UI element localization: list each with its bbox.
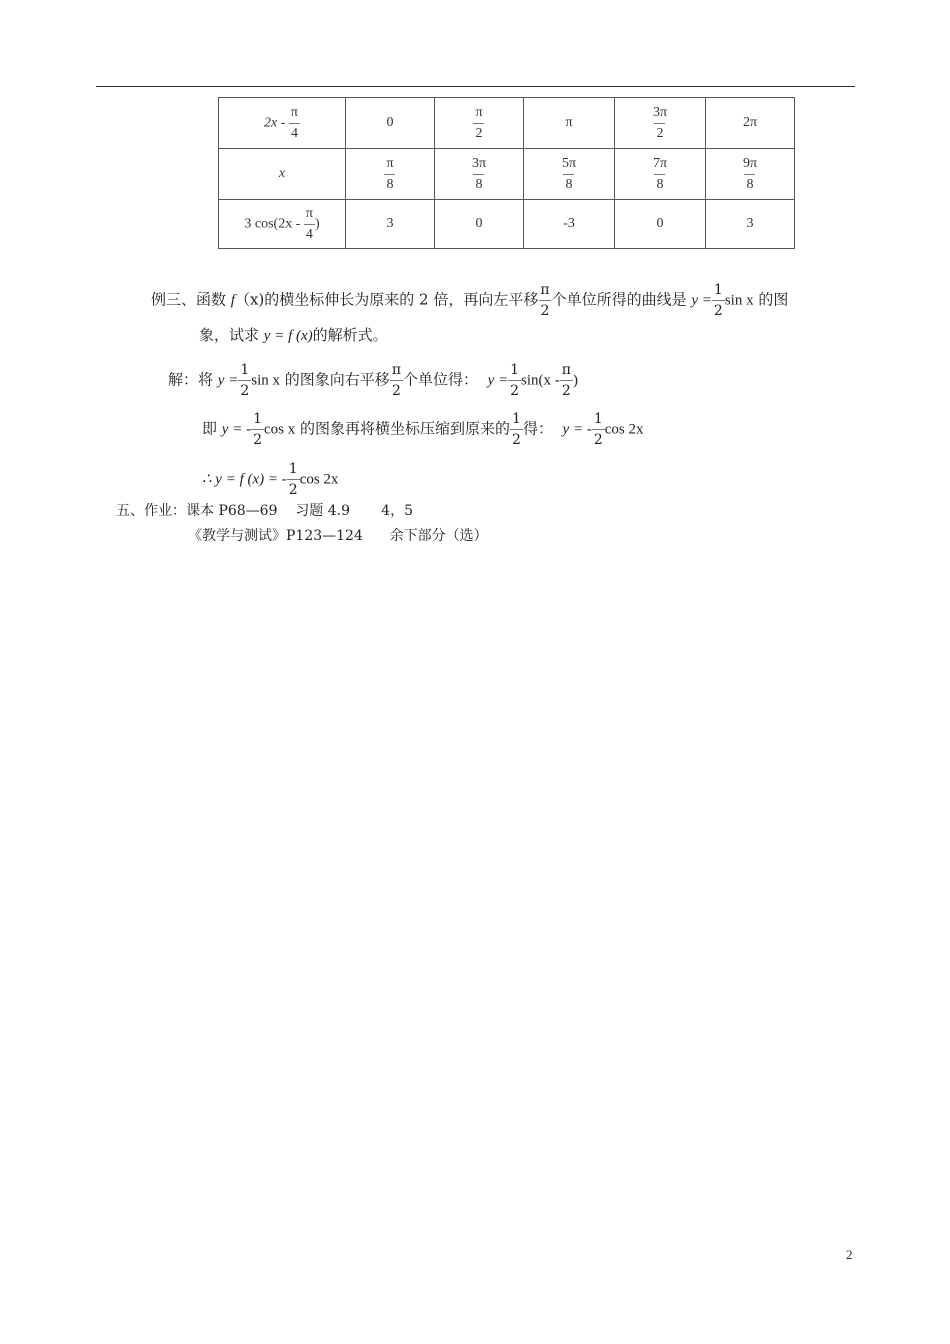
table-row xyxy=(219,98,795,149)
table-cell: $\frac{\pi}{8}$ xyxy=(346,149,435,200)
fraction: $\frac{1}{2}$ xyxy=(593,411,603,448)
row-header: x xyxy=(219,149,346,200)
solution-line-3: ∴ y = f (x) = - $\frac{1}{2}$ cos 2x xyxy=(202,461,339,498)
fraction: $\frac{\pi}{4}$ xyxy=(290,104,298,141)
table-cell: $\frac{5\pi}{8}$ xyxy=(524,149,615,200)
example-3-line-2: 象，试求 y = f (x)的解析式。 xyxy=(199,326,388,344)
fraction: $\frac{1}{2}$ xyxy=(253,411,262,448)
example-3-line-1: 例三、函数 f（x)的横坐标伸长为原来的 2 倍，再向左平移 $\frac{\pi}{2}$ 个单位所得的曲线是 y = $\frac{1}{2}$ sin x 的图 xyxy=(151,282,789,319)
table-cell: $\frac{\pi}{2}$ xyxy=(435,98,524,149)
row-header xyxy=(219,98,346,149)
header-text: 2x - xyxy=(264,115,289,131)
table-cell: $\frac{3\pi}{8}$ xyxy=(435,149,524,200)
header-text: 3 cos(2x - xyxy=(244,216,304,232)
page-number: 2 xyxy=(846,1247,853,1262)
table-row xyxy=(219,200,795,249)
table-cell: $\frac{9\pi}{8}$ xyxy=(706,149,795,200)
fraction: $\frac{\pi}{2}$ xyxy=(540,282,550,319)
table-cell: -3 xyxy=(524,200,615,249)
table-cell: 3 xyxy=(706,200,795,249)
table-cell: 0 xyxy=(346,98,435,149)
fraction: $\frac{\pi}{4}$ xyxy=(305,205,313,242)
fraction: $\frac{1}{2}$ xyxy=(288,461,298,498)
fraction: $\frac{1}{2}$ xyxy=(512,411,521,448)
table-cell: π xyxy=(524,98,615,149)
table-cell: 0 xyxy=(615,200,706,249)
fraction: $\frac{\pi}{2}$ xyxy=(391,362,402,399)
header-rule xyxy=(96,86,855,87)
table-cell: 3 xyxy=(346,200,435,249)
homework-line-1: 五、作业：课本 P68—69 习题 4.9 4，5 xyxy=(116,503,413,519)
value-table xyxy=(218,97,795,249)
fraction: $\frac{1}{2}$ xyxy=(713,282,723,319)
table-cell: 2π xyxy=(706,98,795,149)
solution-line-1: 解：将 y = $\frac{1}{2}$ sin x 的图象向右平移 $\frac{\pi}{2}$ 个单位得： y = $\frac{1}{2}$ sin(x - $\frac{\pi}{2}$ ) xyxy=(168,362,578,399)
table-cell: $\frac{7\pi}{8}$ xyxy=(615,149,706,200)
fraction: $\frac{1}{2}$ xyxy=(510,362,520,399)
homework-line-2: 《教学与测试》P123—124 余下部分（选） xyxy=(188,528,488,544)
row-header: 3 cos(2x - $\frac{\pi}{4}$ ) xyxy=(219,200,346,249)
solution-line-2: 即 y = - $\frac{1}{2}$ cos x 的图象再将横坐标压缩到原来的 $\frac{1}{2}$ 得： y = - $\frac{1}{2}$ cos 2x xyxy=(202,411,644,448)
table-cell: $\frac{3\pi}{2}$ xyxy=(615,98,706,149)
table-row xyxy=(219,149,795,200)
fraction: $\frac{1}{2}$ xyxy=(240,362,250,399)
table-cell: 0 xyxy=(435,200,524,249)
fraction: $\frac{\pi}{2}$ xyxy=(561,362,571,399)
